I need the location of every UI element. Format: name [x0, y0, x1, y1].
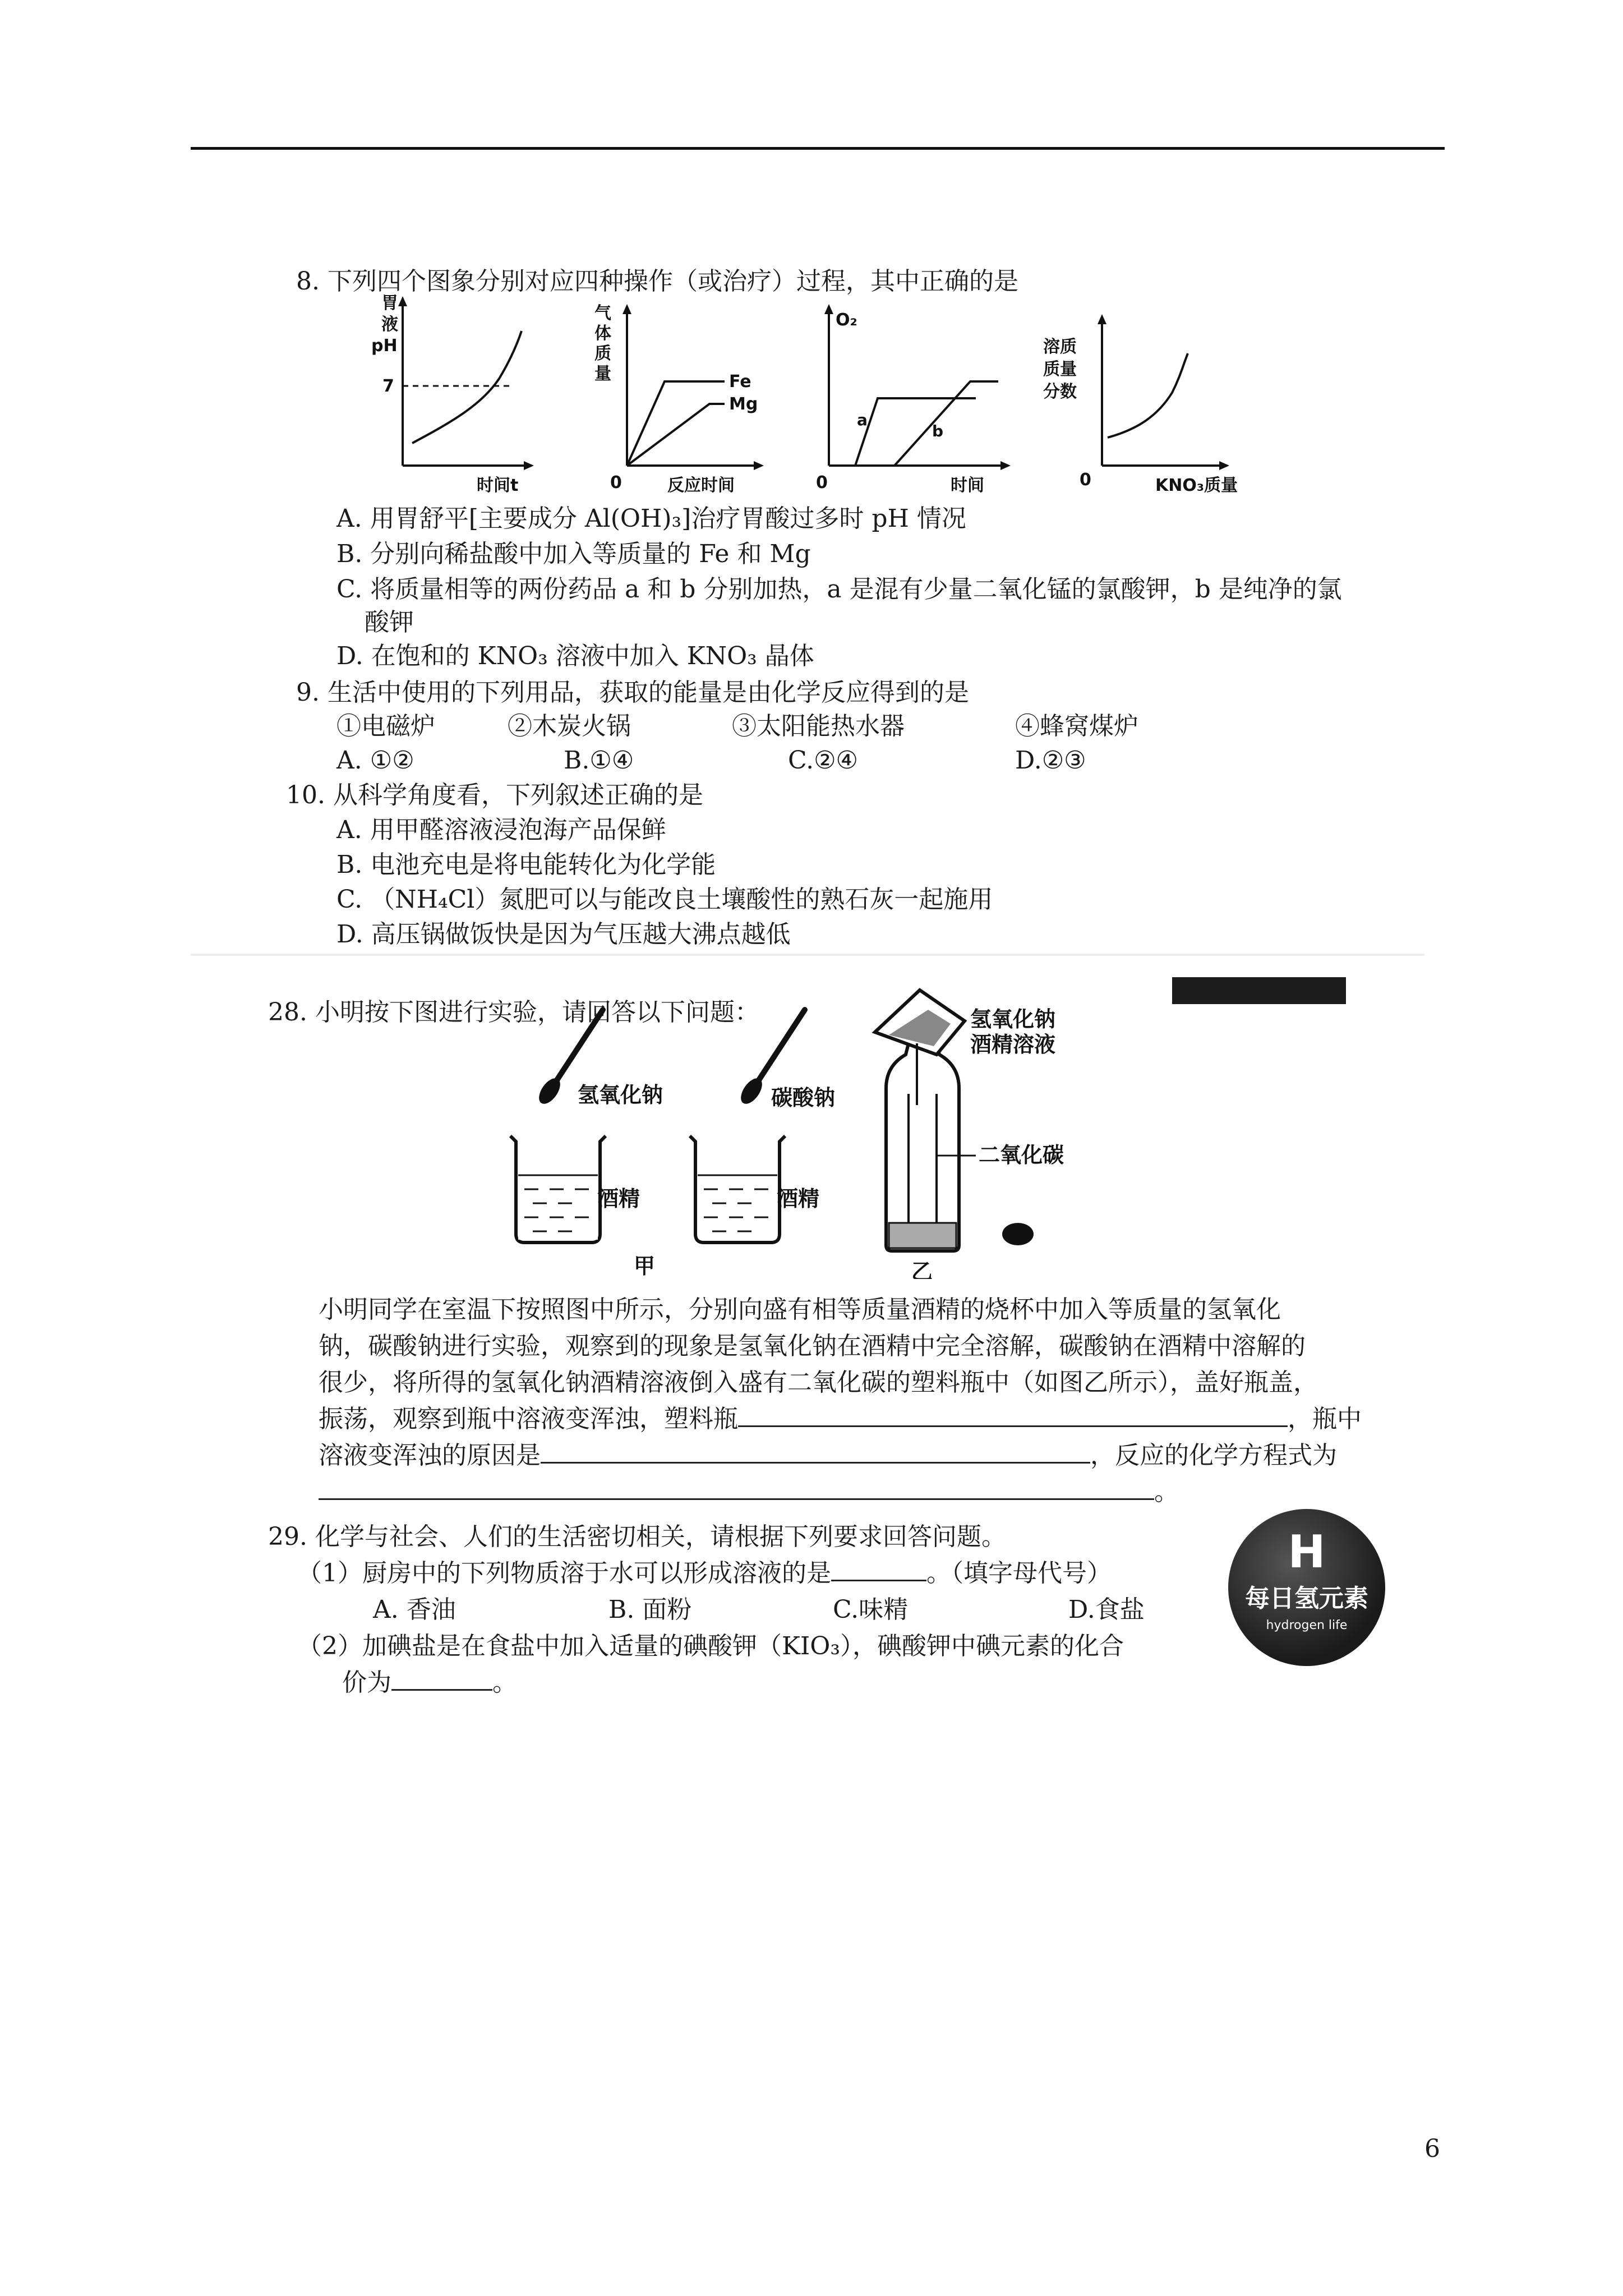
svg-text:0: 0 [1080, 470, 1091, 490]
q28-para-2: 钠，碳酸钠进行实验，观察到的现象是氢氧化钠在酒精中完全溶解，碳酸钠在酒精中溶解的 [319, 1332, 1306, 1360]
q8-option-d: D. 在饱和的 KNO₃ 溶液中加入 KNO₃ 晶体 [336, 642, 814, 670]
q28-para-5: 溶液变浑浊的原因是 ，反应的化学方程式为 [319, 1439, 1337, 1473]
g4-xlabel: KNO₃质量 [1155, 476, 1238, 495]
g1-ylabel-1: 胃 [381, 293, 398, 313]
svg-text:质: 质 [594, 344, 611, 364]
logo-subtitle: hydrogen life [1266, 1618, 1348, 1632]
q29-sub-2-cont: 价为 。 [342, 1666, 517, 1700]
q29-choice-d: D.食盐 [1068, 1595, 1145, 1624]
q8-graph-1 [359, 292, 538, 501]
svg-text:分数: 分数 [1043, 382, 1077, 402]
fig-alcohol-2: 酒精 [777, 1186, 820, 1211]
g2-mg: Mg [729, 394, 758, 414]
q29-sub-2: （2）加碘盐是在食盐中加入适量的碘酸钾（KIO₃），碘酸钾中碘元素的化合 [297, 1632, 1124, 1660]
svg-text:a: a [857, 411, 868, 429]
q9-item-2: ②木炭火锅 [508, 712, 631, 740]
q29-choice-a: A. 香油 [373, 1595, 456, 1624]
svg-text:溶质: 溶质 [1043, 337, 1077, 357]
g3-ylabel: O₂ [836, 310, 857, 330]
page-number: 6 [1424, 2134, 1440, 2163]
q8-graph-3 [813, 303, 1026, 501]
svg-text:体: 体 [594, 324, 611, 343]
q29-blank-2[interactable] [391, 1667, 492, 1691]
q8-option-c: C. 将质量相等的两份药品 a 和 b 分别加热，a 是混有少量二氧化锰的氯酸钾，b 是纯净的氯 [336, 575, 1342, 604]
q9-choice-a: A. ①② [336, 746, 414, 775]
q8-option-a: A. 用胃舒平[主要成分 Al(OH)₃]治疗胃酸过多时 pH 情况 [336, 504, 966, 533]
q8-stem: 8. 下列四个图象分别对应四种操作（或治疗）过程，其中正确的是 [296, 267, 1018, 296]
q10-stem: 10. 从科学角度看，下列叙述正确的是 [286, 781, 703, 809]
fig-sol-2: 酒精溶液 [970, 1032, 1056, 1057]
q9-choice-d: D.②③ [1015, 746, 1086, 775]
q10-option-a: A. 用甲醛溶液浸泡海产品保鲜 [336, 816, 666, 844]
fig-na2co3-label: 碳酸钠 [771, 1085, 836, 1110]
g1-ylabel-3: pH [371, 336, 398, 356]
q29-blank-1[interactable] [831, 1557, 926, 1581]
q8-graph-2 [572, 303, 796, 501]
g3-xlabel: 时间 [951, 476, 984, 495]
q29-choice-c: C.味精 [833, 1595, 909, 1624]
logo-mark: H [1288, 1526, 1326, 1578]
q9-item-4: ④蜂窝煤炉 [1015, 712, 1138, 740]
q8-option-b: B. 分别向稀盐酸中加入等质量的 Fe 和 Mg [336, 540, 811, 568]
logo-title: 每日氢元素 [1245, 1584, 1368, 1613]
scan-artifact-line [191, 954, 1424, 956]
q9-stem: 9. 生活中使用的下列用品，获取的能量是由化学反应得到的是 [296, 678, 969, 707]
q9-choice-c: C.②④ [788, 746, 858, 775]
q29-stem: 29. 化学与社会、人们的生活密切相关，请根据下列要求回答问题。 [268, 1522, 1006, 1551]
q28-para-6: 。 [319, 1475, 1179, 1509]
q28-blank-1[interactable] [738, 1403, 1288, 1427]
q29-choice-b: B. 面粉 [608, 1595, 692, 1624]
fig-jia: 甲 [634, 1254, 656, 1278]
g1-y7: 7 [382, 376, 394, 396]
q9-choice-b: B.①④ [564, 746, 634, 775]
q10-option-b: B. 电池充电是将电能转化为化学能 [336, 850, 716, 879]
fig-yi: 乙 [911, 1259, 933, 1279]
q9-item-3: ③太阳能热水器 [732, 712, 905, 740]
svg-text:质量: 质量 [1043, 360, 1077, 379]
q28-blank-3[interactable] [319, 1476, 1154, 1500]
svg-text:b: b [932, 422, 944, 440]
q10-option-c: C. （NH₄Cl）氮肥可以与能改良土壤酸性的熟石灰一起施用 [336, 885, 993, 914]
q28-para-3: 很少，将所得的氢氧化钠酒精溶液倒入盛有二氧化碳的塑料瓶中（如图乙所示），盖好瓶盖， [319, 1368, 1318, 1397]
q28-stem: 28. 小明按下图进行实验，请回答以下问题： [268, 998, 759, 1027]
svg-text:气: 气 [594, 303, 611, 323]
svg-text:0: 0 [816, 473, 828, 493]
q28-para-4: 振荡，观察到瓶中溶液变浑浊，塑料瓶 ，瓶中 [319, 1402, 1362, 1436]
svg-text:量: 量 [594, 364, 611, 384]
q28-para-1: 小明同学在室温下按照图中所示，分别向盛有相等质量酒精的烧杯中加入等质量的氢氧化 [319, 1295, 1281, 1324]
fig-naoh-label: 氢氧化钠 [578, 1083, 663, 1107]
q28-blank-2[interactable] [541, 1439, 1090, 1464]
fig-sol-1: 氢氧化钠 [970, 1007, 1056, 1032]
q9-item-1: ①电磁炉 [336, 712, 435, 740]
q10-option-d: D. 高压锅做饭快是因为气压越大沸点越低 [336, 920, 791, 949]
fig-co2: 二氧化碳 [979, 1143, 1064, 1167]
g2-xlabel: 反应时间 [667, 476, 735, 495]
fig-alcohol-1: 酒精 [597, 1186, 640, 1211]
q28-figure [494, 987, 1223, 1281]
header-rule [191, 147, 1445, 150]
q8-option-c-cont: 酸钾 [365, 608, 414, 637]
g1-ylabel-2: 液 [381, 315, 398, 334]
q29-sub-1: （1）厨房中的下列物质溶于水可以形成溶液的是 。（填字母代号） [297, 1557, 1112, 1590]
g2-fe: Fe [729, 372, 751, 392]
q8-graph-4 [1038, 314, 1273, 501]
svg-text:0: 0 [610, 473, 622, 493]
g1-xlabel: 时间t [477, 476, 519, 495]
hydrogen-logo [1228, 1509, 1385, 1666]
